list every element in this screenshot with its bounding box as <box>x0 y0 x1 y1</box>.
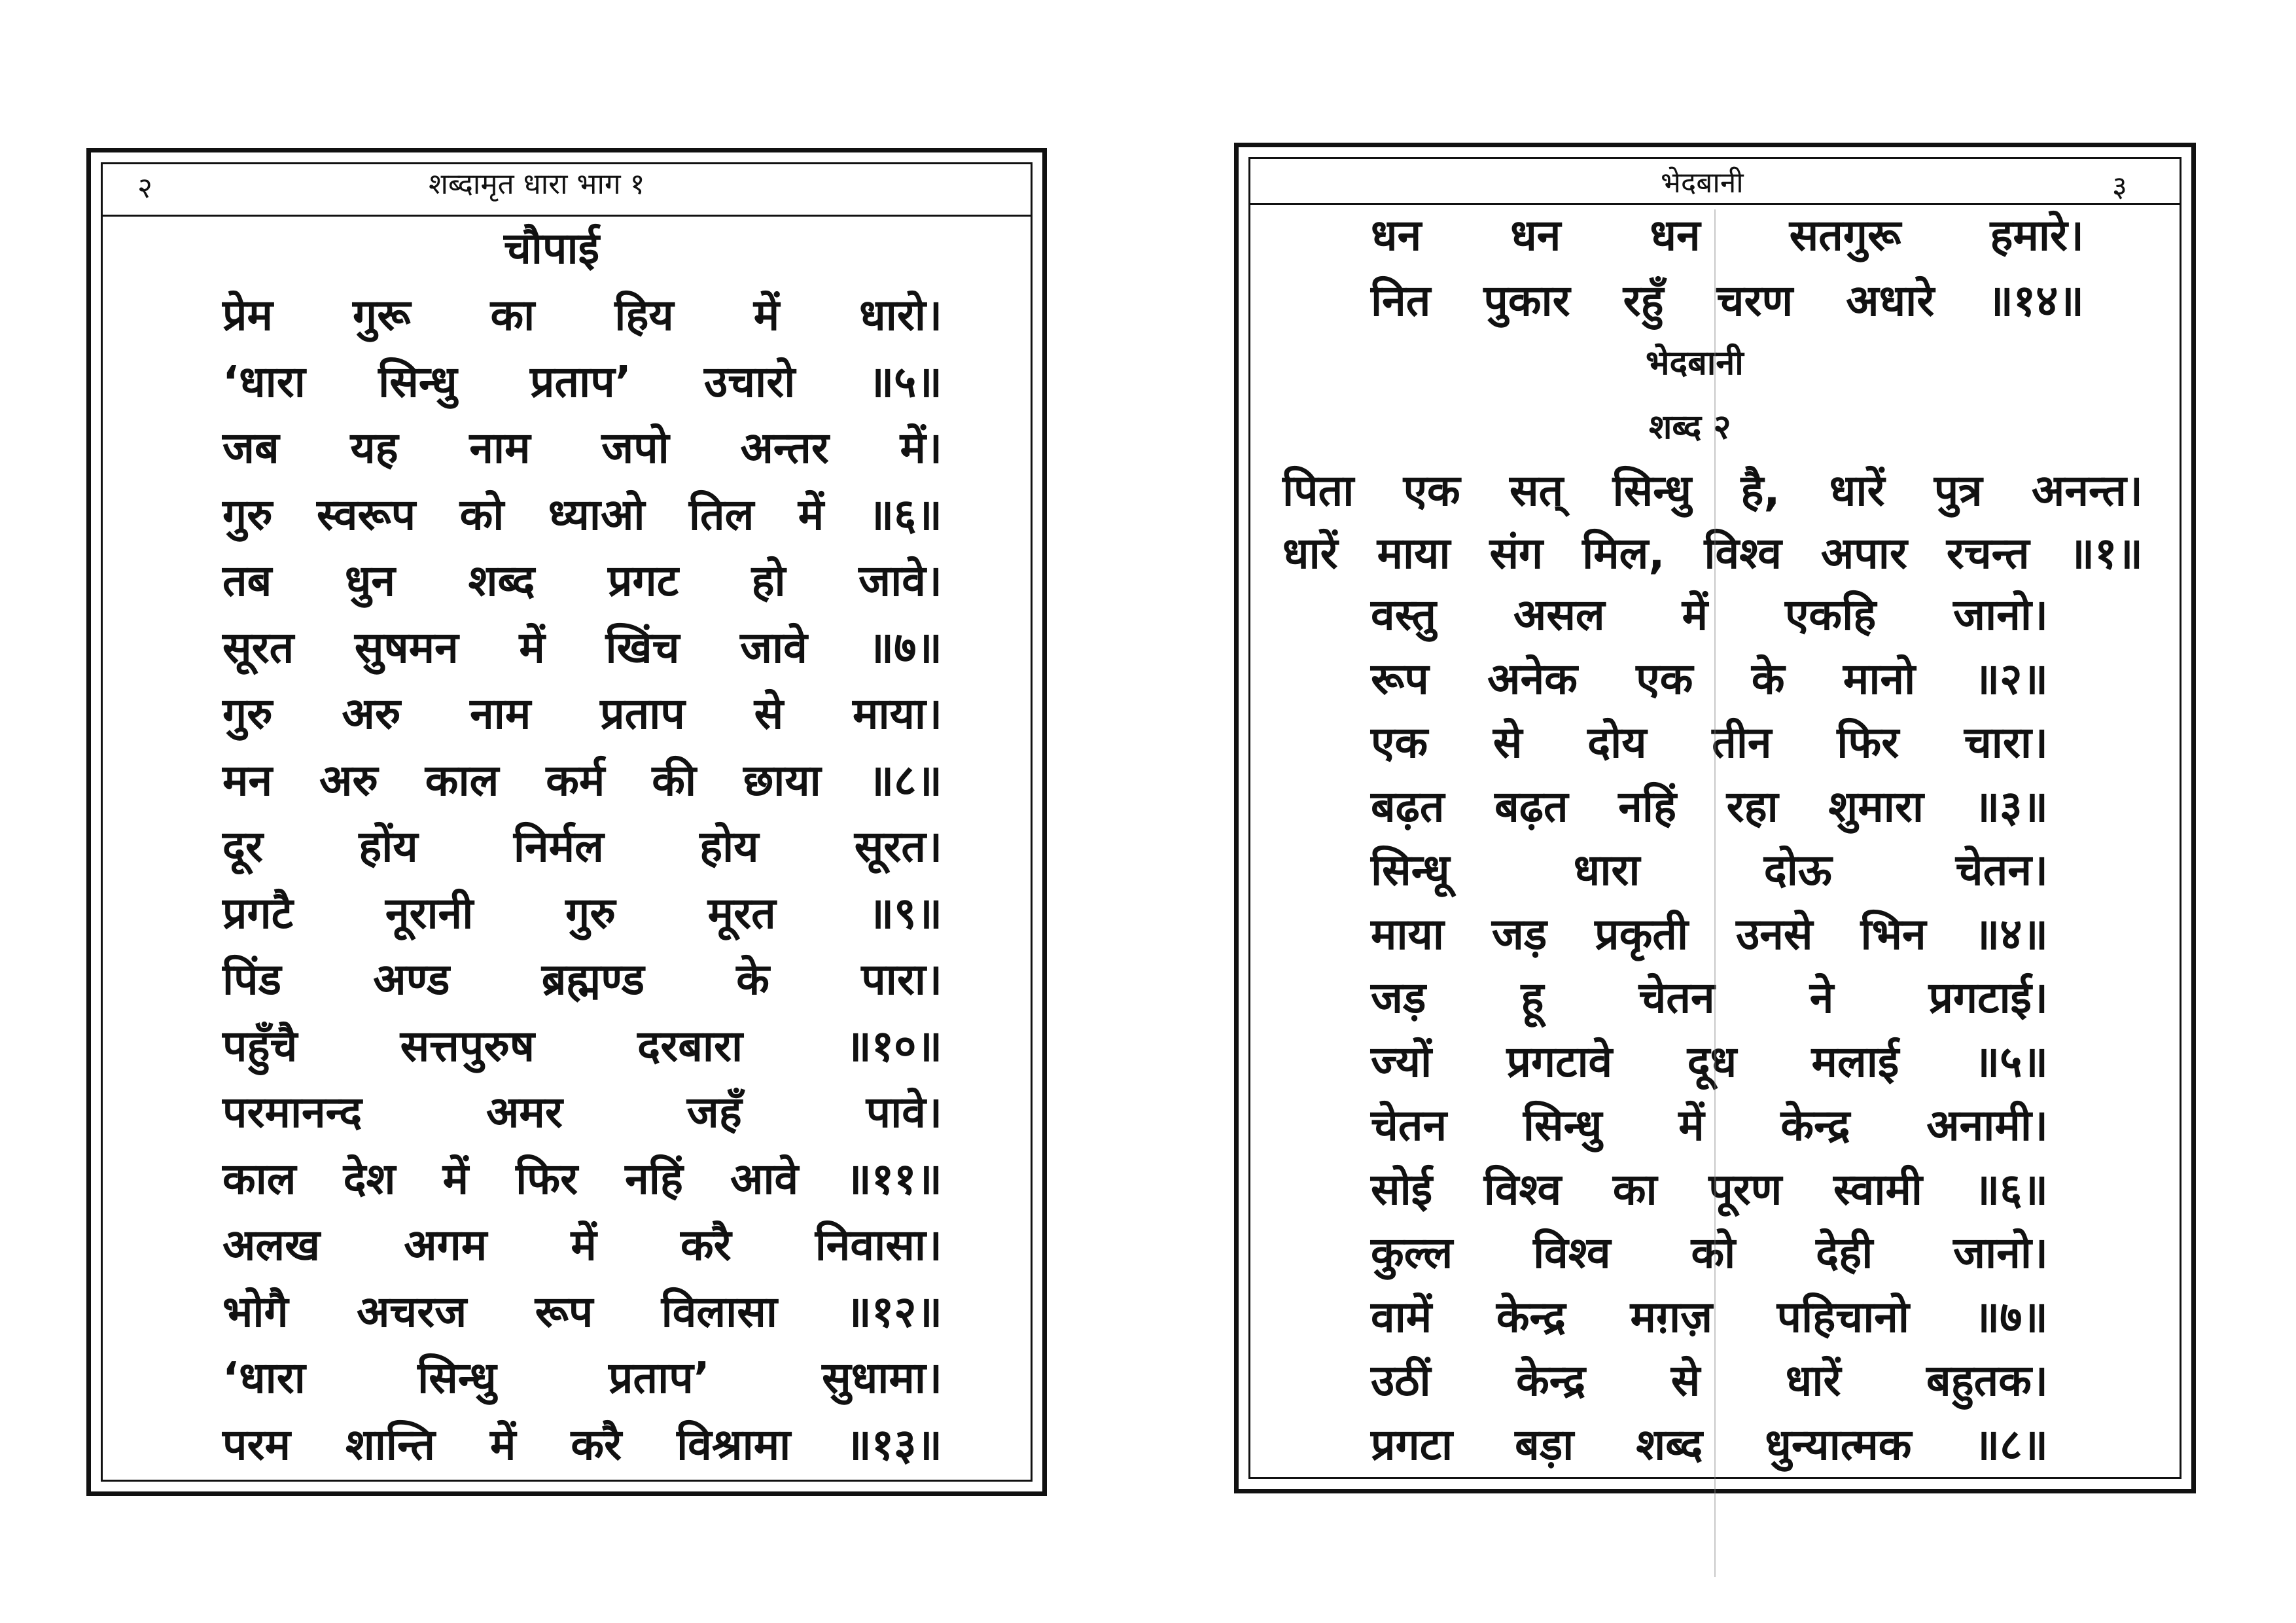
verse-line: परम शान्ति में करै विश्रामा ॥१३॥ <box>222 1419 942 1470</box>
verse-line: प्रेम गुरू का हिय में धारो। <box>222 290 942 340</box>
verse-line: उठीं केन्द्र से धारें बहुतक। <box>1371 1355 2048 1406</box>
verse-line: पहुँचै सत्तपुरुष दरबारा ॥१०॥ <box>222 1020 942 1071</box>
verse-line: सोई विश्व का पूरण स्वामी ॥६॥ <box>1371 1164 2048 1215</box>
doha-line: धारें माया संग मिल, विश्व अपार रचन्त ॥१॥ <box>1282 528 2143 579</box>
verse-line: प्रगटा बड़ा शब्द धुन्यात्मक ॥८॥ <box>1371 1419 2048 1470</box>
verse-line: गुरु स्वरूप को ध्याओ तिल में ॥६॥ <box>222 489 942 540</box>
verse-line: परमानन्द अमर जहँ पावे। <box>222 1087 942 1137</box>
verse-line: सिन्धू धारा दोऊ चेतन। <box>1371 845 2048 895</box>
verse-line: मन अरु काल कर्म की छाया ॥८॥ <box>222 755 942 806</box>
verse-line: माया जड़ प्रकृती उनसे भिन ॥४॥ <box>1371 908 2048 959</box>
verse-line: ‘धारा सिन्धु प्रताप’ उचारो ॥५॥ <box>222 356 942 407</box>
verse-line: धन धन धन सतगुरू हमारे। <box>1371 210 2084 260</box>
verse-line: वस्तु असल में एकहि जानो। <box>1371 590 2048 640</box>
verse-line: भोगै अचरज रूप विलासा ॥१२॥ <box>222 1286 942 1337</box>
left-page-number: २ <box>137 171 152 205</box>
verse-line: जब यह नाम जपो अन्तर में। <box>222 423 942 473</box>
verse-line: ज्यों प्रगटावे दूध मलाई ॥५॥ <box>1371 1036 2048 1087</box>
right-section-title: भेदबानी <box>1646 344 1744 383</box>
verse-line: पिंड अण्ड ब्रह्मण्ड के पारा। <box>222 954 942 1005</box>
verse-line: एक से दोय तीन फिर चारा। <box>1371 717 2048 768</box>
verse-line: दूर होंय निर्मल होय सूरत। <box>222 821 942 872</box>
verse-line: नित पुकार रहुँ चरण अधारे ॥१४॥ <box>1371 276 2084 326</box>
verse-line: प्रगटै नूरानी गुरु मूरत ॥९॥ <box>222 887 942 938</box>
verse-line: वामें केन्द्र मग़ज़ पहिचानो ॥७॥ <box>1371 1291 2048 1342</box>
verse-line: जड़ हू चेतन ने प्रगटाई। <box>1371 972 2048 1023</box>
verse-line: चेतन सिन्धु में केन्द्र अनामी। <box>1371 1100 2048 1150</box>
doha-line: पिता एक सत् सिन्धु है, धारें पुत्र अनन्त। <box>1282 465 2143 516</box>
verse-line: काल देश में फिर नहिं आवे ॥११॥ <box>222 1153 942 1204</box>
right-page-number: ३ <box>2112 170 2127 204</box>
right-header-title: भेदबानी <box>1661 166 1744 200</box>
verse-line: कुल्ल विश्व को देही जानो। <box>1371 1228 2048 1278</box>
right-section-subtitle: शब्द २ <box>1649 408 1731 447</box>
verse-line: सूरत सुषमन में खिंच जावे ॥७॥ <box>222 622 942 673</box>
verse-line: अलख अगम में करै निवासा। <box>222 1220 942 1270</box>
verse-line: रूप अनेक एक के मानो ॥२॥ <box>1371 653 2048 704</box>
scan-artifact-line <box>1714 209 1716 1577</box>
verse-line: ‘धारा सिन्धु प्रताप’ सुधामा। <box>222 1353 942 1403</box>
verse-line: तब धुन शब्द प्रगट हो जावे। <box>222 556 942 606</box>
left-header-title: शब्दामृत धारा भाग १ <box>429 168 645 201</box>
verse-line: गुरु अरु नाम प्रताप से माया। <box>222 688 942 739</box>
verse-line: बढ़त बढ़त नहिं रहा शुमारा ॥३॥ <box>1371 781 2048 832</box>
left-section-title: चौपाई <box>504 223 599 274</box>
